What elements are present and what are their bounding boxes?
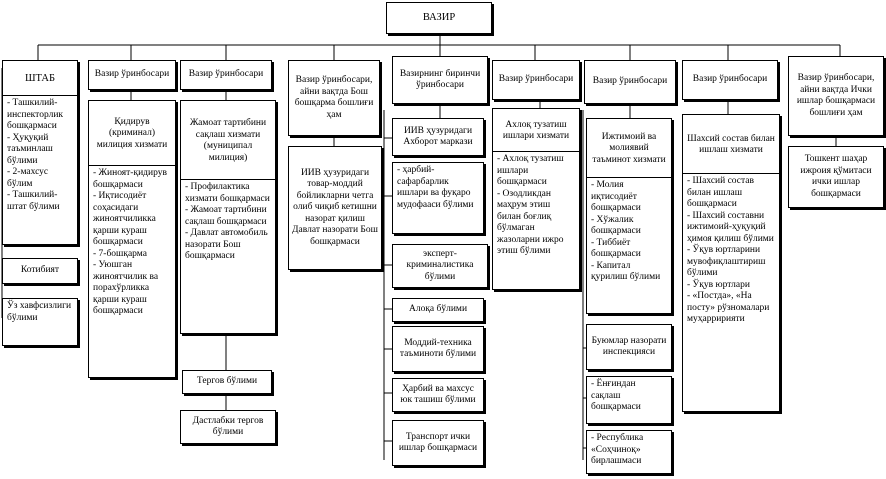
social-finance-item: - Тиббиёт бошқармаси: [591, 237, 641, 259]
personnel-item: - Шахсий состав билан ишлаш бошқармаси: [687, 176, 754, 209]
deputy-8-box: [788, 56, 884, 136]
mobilization-title: - ҳарбий-сафарбарлик ишлари ва фуқаро мудофааси бўлими: [397, 165, 474, 210]
deputy-6-box: [584, 60, 676, 104]
criminal-police-item: - Уюшган жиноятчилик ва порахўрликка қарши кураш бошқармаси: [93, 260, 159, 316]
staff-item: - Ташкилий-инспекторлик бошқармаси: [7, 98, 64, 131]
info-center-title: ИИВ ҳузуридаги Ахборот маркази: [403, 125, 473, 147]
deputy-1-title: Вазир ўринбосари: [94, 69, 170, 80]
corrections-item: - Озодликдан маҳрум этиш билан боғлиқ бўлмаган жазоларни ижро этиш бўлими: [497, 188, 564, 256]
transport-box: [392, 420, 484, 466]
personnel-title: Шахсий состав билан ишлаш хизмати: [687, 133, 775, 155]
mobilization-box: [392, 162, 484, 234]
first-deputy-box: [392, 56, 488, 104]
secretariat-box: [2, 258, 78, 284]
deputy-5-title: Вазир ўринбосари: [498, 74, 574, 85]
personnel-box: [682, 114, 780, 412]
investigation-box: [182, 370, 272, 394]
criminal-police-title: Қидирув (криминал) милиция хизмати: [96, 116, 168, 150]
tashkent-title: Тошкент шаҳар ижроия қўмитаси ички ишлар бошқармаси: [800, 154, 872, 199]
tashkent-box: [788, 146, 884, 208]
corrections-item: - Ахлоқ тузатиш ишлари бошқармаси: [497, 154, 564, 187]
info-center-box: [392, 118, 484, 156]
criminal-police-item: - Жиноят-қидирув бошқармаси: [93, 168, 167, 190]
personnel-item: - Ўқув юртлари: [687, 279, 750, 290]
staff-item: - Ташкилий-штат бўлими: [7, 190, 60, 212]
staff-box: [2, 60, 78, 245]
public-order-box: [180, 100, 276, 334]
forensics-title: эксперт-криминалистика бўлими: [406, 248, 474, 282]
corrections-title: Ахлоқ тузатиш ишлари хизмати: [502, 119, 570, 141]
public-order-item: - Профилактика хизмати бошқармаси: [185, 182, 270, 204]
social-finance-box: [586, 118, 672, 314]
secretariat-title: Котибият: [20, 265, 60, 276]
deputy-1-box: [88, 60, 176, 90]
internal-security-title: Ўз хавфсизлиги бўлими: [7, 301, 72, 323]
minister-label: ВАЗИР: [422, 12, 456, 24]
preliminary-investigation-box: [180, 410, 276, 444]
internal-security-box: [2, 298, 78, 346]
fire-protection-box: [586, 376, 672, 424]
military-cargo-box: [392, 378, 484, 412]
staff-item: - 2-махсус бўлим: [7, 167, 49, 189]
social-finance-item: - Хўжалик бошқармаси: [591, 214, 641, 236]
sohchinoq-box: [586, 430, 672, 474]
communications-box: [392, 298, 484, 322]
criminal-police-item: - 7-бошқарма: [93, 248, 147, 259]
minister-box: [386, 2, 492, 34]
social-finance-item: - Молия иқтисодиёт бошқармаси: [591, 180, 641, 213]
goods-inspection-title: Буюмлар назорати инспекцияси: [591, 335, 667, 357]
military-cargo-title: Ҳарбий ва махсус юк ташиш бўлими: [400, 383, 476, 405]
logistics-title: Моддий-техника таъминоти бўлими: [399, 337, 477, 359]
deputy-7-title: Вазир ўринбосари: [692, 74, 768, 85]
personnel-item: - «Постда», «На посту» рўзномалари муҳарририяти: [687, 291, 770, 324]
criminal-police-box: [88, 100, 176, 378]
personnel-item: - Шахсий составни ижтимоий-ҳуқуқий ҳимоя қилиш бўлими: [687, 210, 774, 244]
deputy-6-title: Вазир ўринбосари: [592, 76, 668, 87]
sohchinoq-title: - Республика «Соҳчиноқ» бирлашмаси: [591, 433, 644, 466]
public-order-item: - Давлат автомобиль назорати Бош бошқармаси: [185, 228, 268, 261]
state-control-box: [288, 146, 382, 270]
state-control-title: ИИВ ҳузуридаги товар-моддий бойликларни четга олиб чиқиб кетишни назорат қилиш Давлат назорати Бош бошқармаси: [292, 167, 378, 247]
logistics-box: [392, 326, 484, 372]
deputy-2-box: [180, 60, 272, 90]
forensics-box: [392, 244, 488, 288]
criminal-police-item: - Иқтисодиёт соҳасидаги жиноятчиликка қарши кураш бошқармаси: [93, 191, 156, 247]
personnel-item: - Ўқув юртларини мувофиқлаштириш бўлими: [687, 245, 766, 278]
transport-title: Транспорт ички ишлар бошқармаси: [398, 431, 478, 453]
staff-item: - Ҳуқуқий таъминлаш бўлими: [7, 132, 53, 166]
communications-title: Алоқа бўлими: [408, 304, 468, 315]
preliminary-investigation-title: Дастлабки тергов бўлими: [192, 415, 264, 437]
social-finance-item: - Капитал қурилиш бўлими: [591, 260, 661, 282]
goods-inspection-box: [586, 324, 672, 370]
deputy-5-box: [492, 60, 580, 100]
corrections-box: [492, 108, 580, 290]
public-order-title: Жамоат тартибини сақлаш хизмати (муниципал милиция): [189, 118, 267, 163]
staff-title: ШТАБ: [24, 73, 56, 85]
public-order-item: - Жамоат тартибини сақлаш бошқармаси: [185, 205, 267, 227]
deputy-3-box: [288, 60, 380, 136]
social-finance-title: Ижтимоий ва молиявий таъминот хизмати: [592, 131, 666, 165]
first-deputy-title: Вазирнинг биринчи ўринбосари: [399, 68, 481, 90]
fire-protection-title: - Ёнғиндан сақлаш бошқармаси: [591, 379, 641, 412]
deputy-7-box: [682, 60, 778, 100]
deputy-8-title: Вазир ўринбосари, айни вақтда Ички ишлар бошқармаси бошлиғи ҳам: [796, 73, 876, 118]
investigation-title: Тергов бўлими: [196, 376, 258, 387]
deputy-2-title: Вазир ўринбосари: [188, 69, 264, 80]
deputy-3-title: Вазир ўринбосари, айни вақтда Бош бошқарма бошлиғи ҳам: [294, 75, 374, 120]
